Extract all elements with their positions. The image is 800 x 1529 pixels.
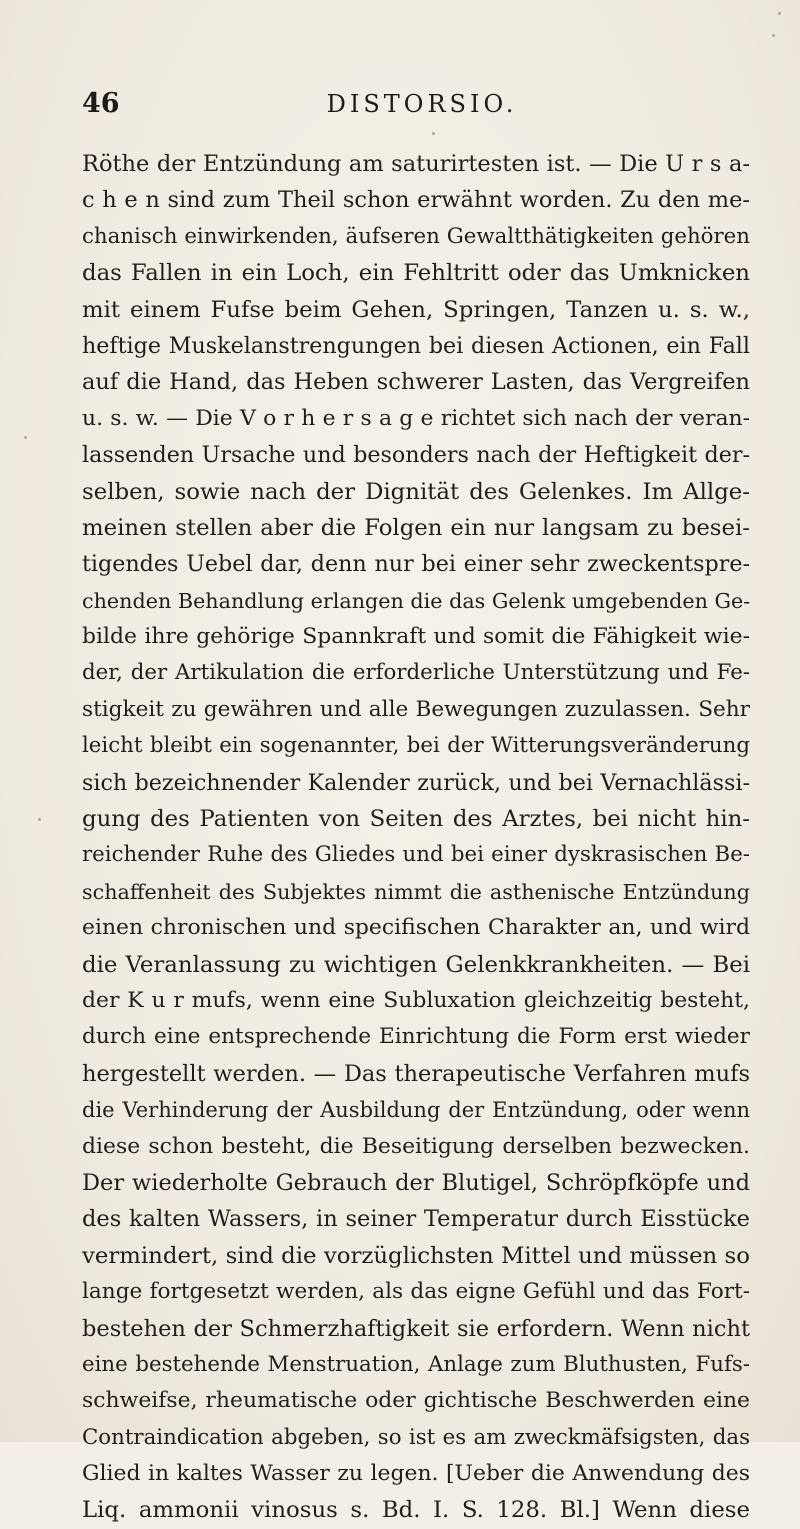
text-line: schweifse, rheumatische oder gichtische Beschwerden eine	[82, 1388, 750, 1414]
text-line: Contraindication abgeben, so ist es am zweckmäfsigsten, das	[82, 1424, 750, 1450]
text-line: bilde ihre gehörige Spannkraft und somit die Fähigkeit wie-	[82, 624, 750, 650]
text-line: leicht bleibt ein sogenannter, bei der Witterungsveränderung	[82, 733, 750, 759]
text-line: Liq. ammonii vinosus s. Bd. I. S. 128. Bl.] Wenn diese	[82, 1497, 750, 1524]
body-text	[82, 146, 750, 1529]
text-line: hergestellt werden. — Das therapeutische Verfahren mufs	[82, 1060, 750, 1087]
text-line: diese schon besteht, die Beseitigung derselben bezwecken.	[82, 1133, 750, 1159]
text-line: die Verhinderung der Ausbildung der Entzündung, oder wenn	[82, 1098, 750, 1123]
text-line: lassenden Ursache und besonders nach der Heftigkeit der-	[82, 442, 750, 469]
page-header	[82, 88, 762, 128]
text-line: lange fortgesetzt werden, als das eigne Gefühl und das Fort-	[82, 1279, 750, 1305]
text-line: einen chronischen und specifischen Charakter an, und wird	[82, 915, 750, 941]
text-line: u. s. w. — Die V o r h e r s a g e richtet sich nach der veran-	[82, 405, 750, 431]
text-line: meinen stellen aber die Folgen ein nur langsam zu besei-	[82, 514, 750, 541]
paper-speck	[38, 818, 41, 821]
text-line: sich bezeichnender Kalender zurück, und bei Vernachlässi-	[82, 769, 750, 796]
text-line: der, der Artikulation die erforderliche Unterstützung und Fe-	[82, 660, 750, 686]
text-line: des kalten Wassers, in seiner Temperatur durch Eisstücke	[82, 1206, 750, 1233]
text-line: stigkeit zu gewähren und alle Bewegungen zuzulassen. Sehr	[82, 696, 750, 722]
paper-speck	[24, 436, 27, 439]
paper-speck	[778, 12, 781, 15]
text-line: Glied in kaltes Wasser zu legen. [Ueber die Anwendung des	[82, 1461, 750, 1487]
text-line: bestehen der Schmerzhaftigkeit sie erfordern. Wenn nicht	[82, 1315, 750, 1342]
text-line: mit einem Fufse beim Gehen, Springen, Tanzen u. s. w.,	[82, 296, 750, 323]
text-line: selben, sowie nach der Dignität des Gelenkes. Im Allge-	[82, 478, 750, 505]
text-line: eine bestehende Menstruation, Anlage zum Bluthusten, Fufs-	[82, 1351, 750, 1377]
text-line: durch eine entsprechende Einrichtung die Form erst wieder	[82, 1024, 750, 1050]
text-line: chanisch einwirkenden, äufseren Gewaltthätigkeiten gehören	[82, 223, 750, 249]
paper-speck	[432, 132, 435, 135]
text-line: gung des Patienten von Seiten des Arztes, bei nicht hin-	[82, 806, 750, 833]
text-line: auf die Hand, das Heben schwerer Lasten, das Vergreifen	[82, 369, 750, 396]
text-line: vermindert, sind die vorzüglichsten Mittel und müssen so	[82, 1242, 750, 1269]
text-line: tigendes Uebel dar, denn nur bei einer sehr zweckentspre-	[82, 551, 750, 578]
text-line: reichender Ruhe des Gliedes und bei einer dyskrasischen Be-	[82, 842, 750, 868]
text-line: die Veranlassung zu wichtigen Gelenkkrankheiten. — Bei	[82, 951, 750, 978]
running-head: DISTORSIO.	[326, 90, 518, 118]
page-number: 46	[82, 88, 120, 119]
paper-speck	[772, 34, 775, 37]
text-line: c h e n sind zum Theil schon erwähnt worden. Zu den me-	[82, 187, 750, 214]
text-line: Der wiederholte Gebrauch der Blutigel, Schröpfköpfe und	[82, 1169, 750, 1196]
text-line: schaffenheit des Subjektes nimmt die asthenische Entzündung	[82, 879, 750, 904]
text-line: chenden Behandlung erlangen die das Gelenk umgebenden Ge-	[82, 588, 751, 613]
text-line: der K u r mufs, wenn eine Subluxation gleichzeitig besteht,	[82, 987, 750, 1013]
text-line: heftige Muskelanstrengungen bei diesen Actionen, ein Fall	[82, 332, 750, 359]
text-line: Röthe der Entzündung am saturirtesten ist. — Die U r s a-	[82, 151, 750, 177]
text-line: das Fallen in ein Loch, ein Fehltritt oder das Umknicken	[82, 260, 750, 287]
